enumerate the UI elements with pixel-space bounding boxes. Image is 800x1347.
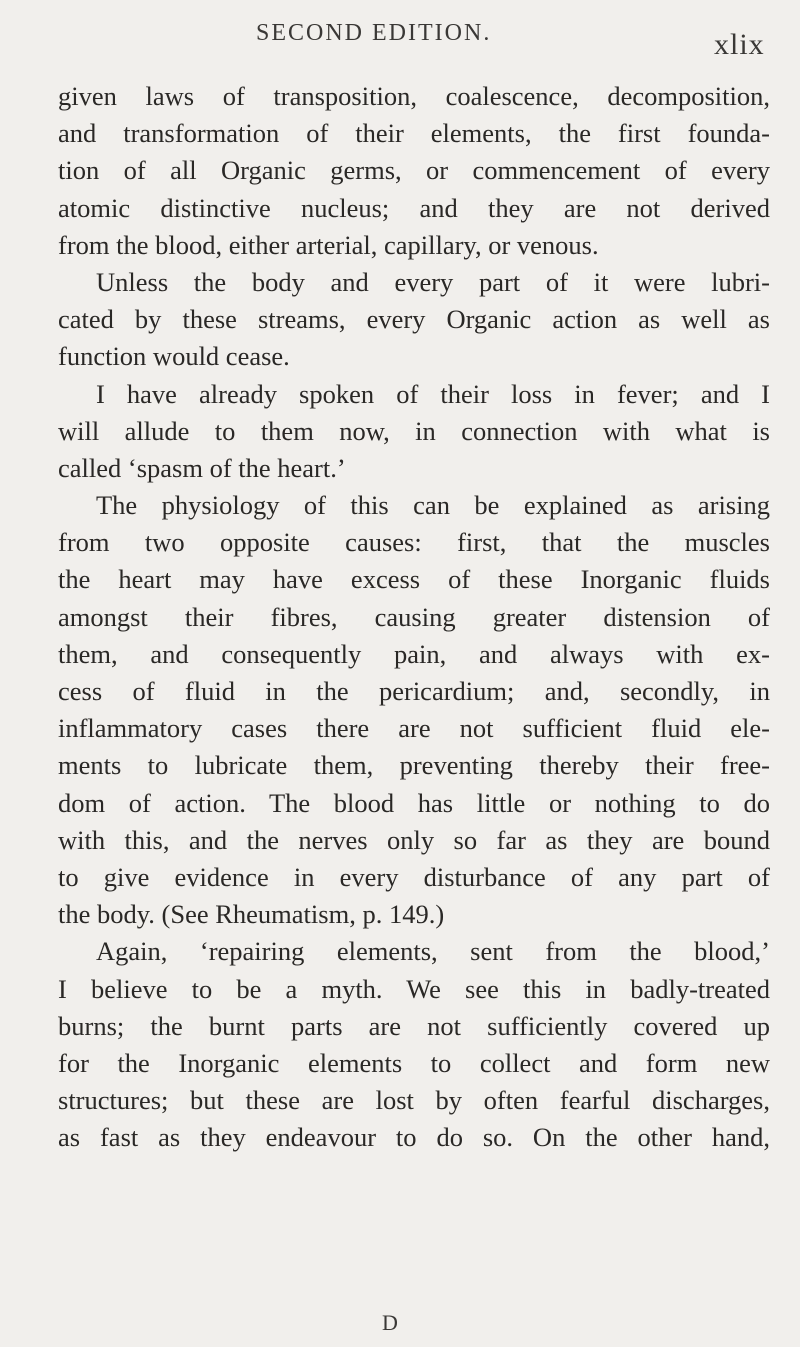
text-line: given laws of transposition, coalescence, decomposition, bbox=[58, 81, 770, 111]
text-line: as fast as they endeavour to do so. On the other hand, bbox=[58, 1122, 770, 1153]
text-line: them, and consequently pain, and always with ex- bbox=[58, 638, 770, 669]
page-number: xlix bbox=[714, 28, 765, 61]
text-line: to give evidence in every disturbance of any part of bbox=[58, 861, 770, 892]
text-line: burns; the burnt parts are not sufficiently covered up bbox=[58, 1010, 770, 1041]
text-line: Again, ‘repairing elements, sent from the blood,’ bbox=[96, 936, 770, 967]
text-line: will allude to them now, in connection with what is bbox=[58, 415, 770, 446]
text-line: The physiology of this can be explained as arising bbox=[96, 490, 770, 521]
text-line: and transformation of their elements, the first founda- bbox=[58, 118, 770, 149]
text-line: cess of fluid in the pericardium; and, secondly, in bbox=[58, 676, 770, 706]
text-line: the body. (See Rheumatism, p. 149.) bbox=[58, 899, 445, 930]
text-line: tion of all Organic germs, or commencement of every bbox=[58, 155, 770, 186]
signature-mark: D bbox=[382, 1310, 398, 1335]
body-text bbox=[58, 78, 770, 1156]
running-head bbox=[0, 20, 800, 60]
text-line: the heart may have excess of these Inorganic fluids bbox=[58, 564, 770, 595]
text-line: inflammatory cases there are not sufficient fluid ele- bbox=[58, 713, 770, 744]
text-line: structures; but these are lost by often fearful discharges, bbox=[58, 1085, 770, 1116]
text-line: called ‘spasm of the heart.’ bbox=[58, 452, 346, 483]
text-line: I believe to be a myth. We see this in badly-treated bbox=[58, 973, 770, 1004]
text-line: from two opposite causes: first, that the muscles bbox=[58, 527, 770, 558]
text-line: atomic distinctive nucleus; and they are not derived bbox=[58, 192, 770, 223]
text-line: amongst their fibres, causing greater distension of bbox=[58, 601, 770, 632]
text-line: for the Inorganic elements to collect and form new bbox=[58, 1047, 770, 1078]
text-line: Unless the body and every part of it were lubri- bbox=[96, 266, 770, 297]
text-line: from the blood, either arterial, capillary, or venous. bbox=[58, 229, 599, 260]
text-line: cated by these streams, every Organic action as well as bbox=[58, 304, 770, 335]
running-title: SECOND EDITION. bbox=[256, 20, 492, 46]
text-line: function would cease. bbox=[58, 341, 290, 372]
text-line: ments to lubricate them, preventing thereby their free- bbox=[58, 750, 770, 781]
text-line: dom of action. The blood has little or nothing to do bbox=[58, 787, 770, 818]
text-line: with this, and the nerves only so far as they are bound bbox=[58, 824, 770, 855]
text-line: I have already spoken of their loss in fever; and I bbox=[96, 378, 770, 409]
